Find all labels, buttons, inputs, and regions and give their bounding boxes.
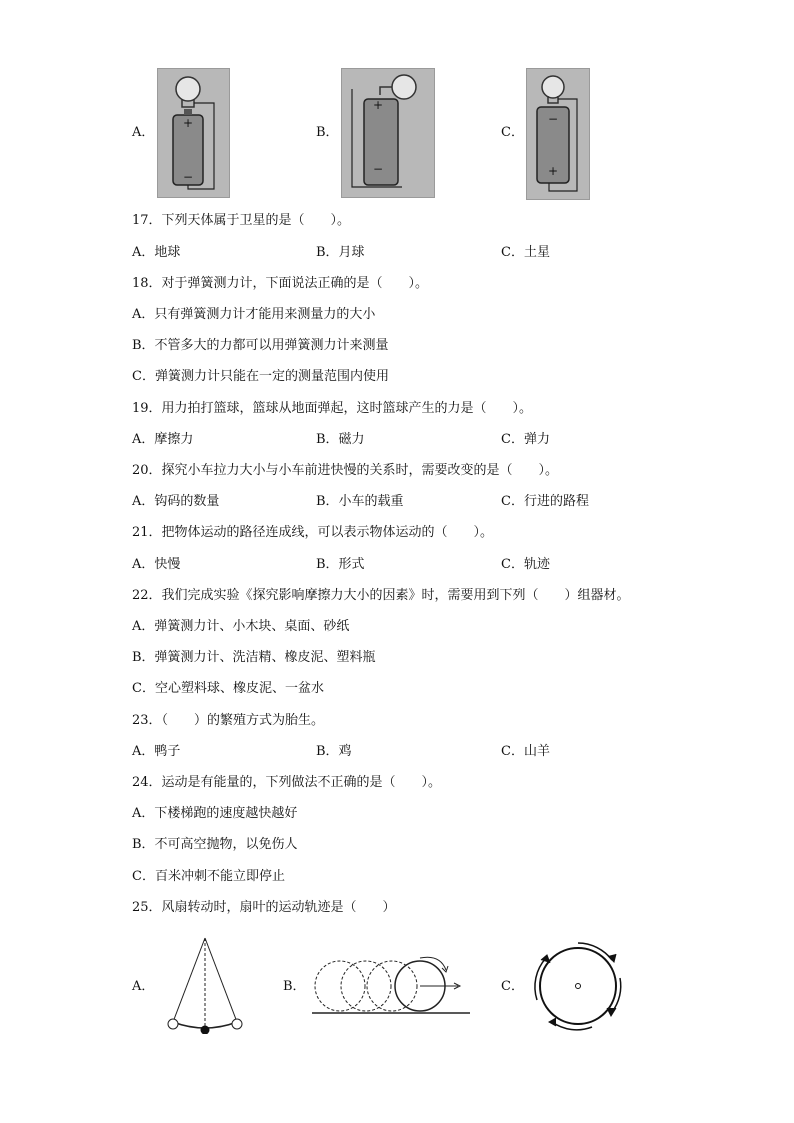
q16-option-c-label[interactable]: C． [501, 125, 524, 140]
question-25-stem: 25．风扇转动时，扇叶的运动轨迹是（ ） [132, 900, 396, 915]
terminal-top-c: − [547, 112, 559, 126]
question-19-stem: 19．用力拍打篮球，篮球从地面弹起，这时篮球产生的力是（ ）。 [132, 401, 533, 416]
q21-option-a[interactable]: A．快慢 [132, 557, 181, 572]
q25-rotation-circle-figure[interactable] [532, 938, 624, 1032]
q16-circuit-photo-a[interactable] [157, 68, 230, 198]
q21-option-c[interactable]: C．轨迹 [501, 557, 550, 572]
q17-option-b[interactable]: B．月球 [316, 245, 365, 260]
q18-option-a[interactable]: A．只有弹簧测力计才能用来测量力的大小 [132, 307, 376, 322]
q18-option-b[interactable]: B．不管多大的力都可以用弹簧测力计来测量 [132, 338, 389, 353]
q16-circuit-photo-c[interactable] [526, 68, 590, 200]
q25-option-a[interactable]: A． [132, 979, 155, 994]
q18-option-c[interactable]: C．弹簧测力计只能在一定的测量范围内使用 [132, 369, 389, 384]
q19-option-b[interactable]: B．磁力 [316, 432, 365, 447]
q22-option-c[interactable]: C．空心塑料球、橡皮泥、一盆水 [132, 681, 324, 696]
q25-option-b[interactable]: B． [283, 979, 306, 994]
question-20-stem: 20．探究小车拉力大小与小车前进快慢的关系时，需要改变的是（ ）。 [132, 463, 559, 478]
q22-option-b[interactable]: B．弹簧测力计、洗洁精、橡皮泥、塑料瓶 [132, 650, 376, 665]
q25-option-c[interactable]: C． [501, 979, 524, 994]
q19-option-a[interactable]: A．摩擦力 [132, 432, 194, 447]
question-17-stem: 17．下列天体属于卫星的是（ ）。 [132, 213, 351, 228]
terminal-top-a: + [182, 116, 194, 130]
q23-option-b[interactable]: B．鸡 [316, 744, 352, 759]
q16-option-b-label[interactable]: B． [316, 125, 339, 140]
q20-option-c[interactable]: C．行进的路程 [501, 494, 589, 509]
q25-pendulum-figure[interactable] [160, 934, 250, 1034]
question-23-stem: 23．（ ）的繁殖方式为胎生。 [132, 713, 325, 728]
q17-option-a[interactable]: A．地球 [132, 245, 181, 260]
terminal-bottom-b: − [372, 162, 384, 176]
q23-option-a[interactable]: A．鸭子 [132, 744, 181, 759]
question-24-stem: 24．运动是有能量的，下列做法不正确的是（ ）。 [132, 775, 442, 790]
q20-option-a[interactable]: A．钩码的数量 [132, 494, 220, 509]
q24-option-a[interactable]: A．下楼梯跑的速度越快越好 [132, 806, 298, 821]
q21-option-b[interactable]: B．形式 [316, 557, 365, 572]
q23-option-c[interactable]: C．山羊 [501, 744, 550, 759]
terminal-top-b: + [372, 98, 384, 112]
q17-option-c[interactable]: C．土星 [501, 245, 550, 260]
q24-option-b[interactable]: B．不可高空抛物，以免伤人 [132, 837, 298, 852]
terminal-bottom-a: − [182, 170, 194, 184]
question-22-stem: 22．我们完成实验《探究影响摩擦力大小的因素》时，需要用到下列（ ）组器材。 [132, 588, 630, 603]
q22-option-a[interactable]: A．弹簧测力计、小木块、桌面、砂纸 [132, 619, 350, 634]
terminal-bottom-c: + [547, 164, 559, 178]
q24-option-c[interactable]: C．百米冲刺不能立即停止 [132, 869, 285, 884]
q16-circuit-photo-b[interactable] [341, 68, 435, 198]
q20-option-b[interactable]: B．小车的载重 [316, 494, 404, 509]
question-18-stem: 18．对于弹簧测力计，下面说法正确的是（ ）。 [132, 276, 429, 291]
q16-option-a-label[interactable]: A． [132, 125, 155, 140]
q25-rolling-circles-figure[interactable] [308, 944, 473, 1018]
q19-option-c[interactable]: C．弹力 [501, 432, 550, 447]
question-21-stem: 21．把物体运动的路径连成线，可以表示物体运动的（ ）。 [132, 525, 494, 540]
